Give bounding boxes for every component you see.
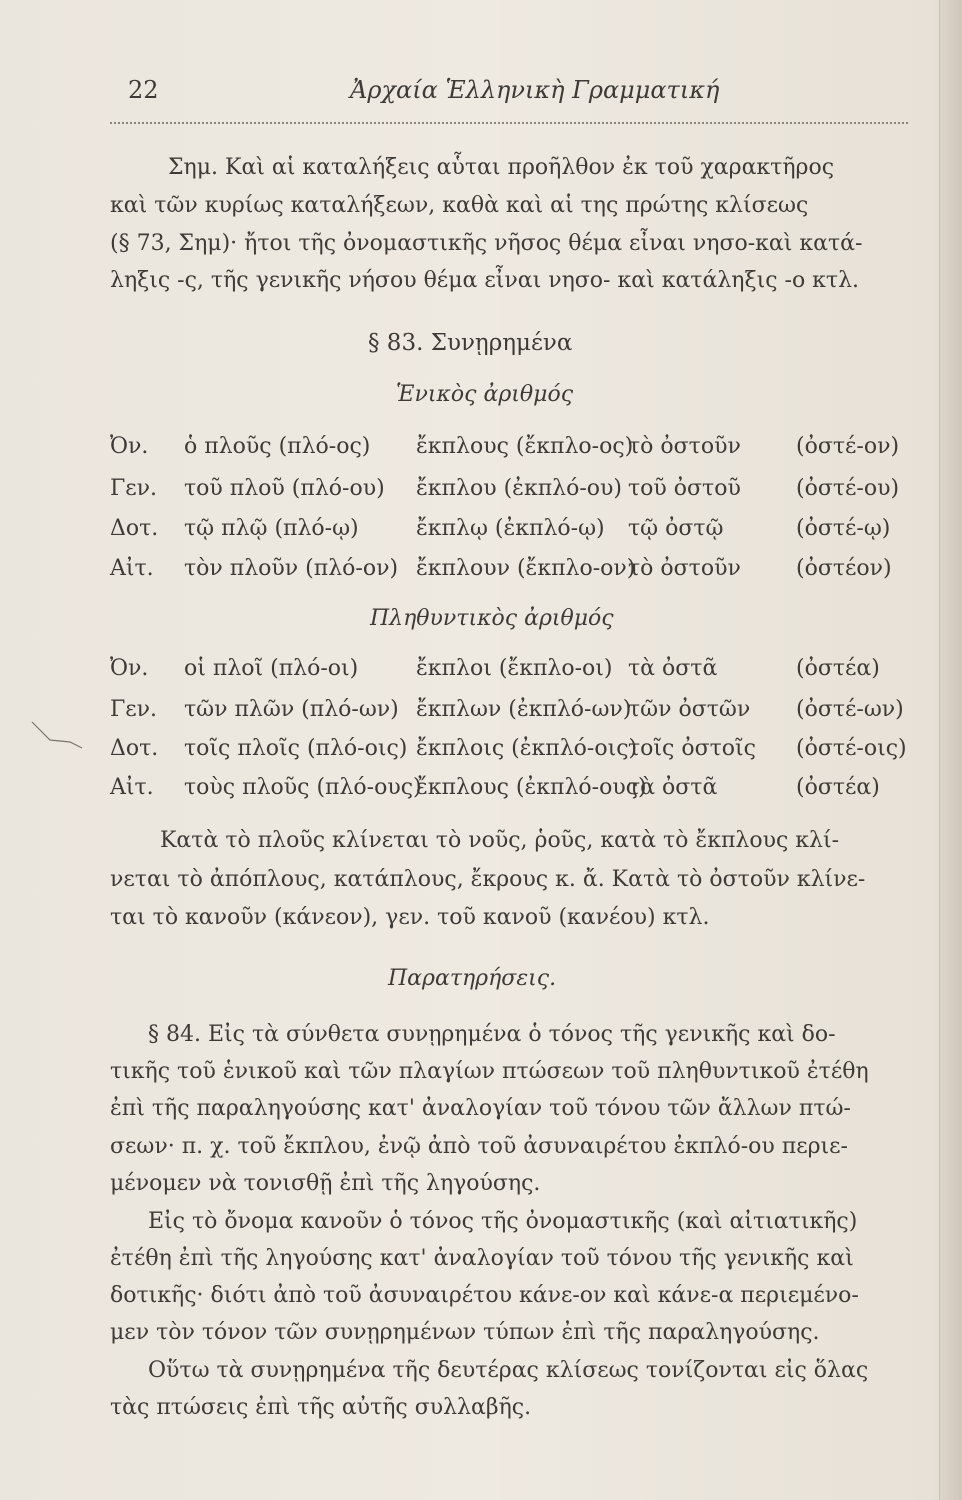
declension-cell: (ὀστέ-οις) [796, 736, 907, 761]
declension-cell: (ὀστέ-ων) [796, 697, 904, 722]
case-label: Ὀν. [110, 656, 149, 681]
paragraph-kanoun-line-3: δοτικῆς· διότι ἀπὸ τοῦ ἀσυναιρέτου κάνε-ον καὶ κάνε-α περιεμένο- [110, 1283, 859, 1308]
declension-cell: ἔκπλοις (ἐκπλό-οις) [416, 736, 638, 761]
declension-cell: τῶν ὀστῶν [628, 697, 751, 722]
declension-cell: οἱ πλοῖ (πλό-οι) [184, 656, 359, 681]
declension-cell: τῶν πλῶν (πλό-ων) [184, 697, 399, 722]
plural-heading: Πληθυντικὸς ἀριθμός [370, 606, 614, 631]
pencil-margin-mark [30, 718, 90, 758]
declension-cell: τῷ ὀστῷ [628, 516, 724, 541]
declension-cell: ἔκπλου (ἐκπλό-ου) [416, 476, 622, 501]
note-line-1: Σημ. Καὶ αἱ καταλήξεις αὗται προῆλθον ἐκ τοῦ χαρακτῆρος [168, 155, 835, 180]
page-header [128, 76, 908, 120]
declension-cell: (ὀστέ-ον) [796, 434, 900, 459]
declension-cell: (ὀστέα) [796, 775, 880, 800]
declension-cell: τὸ ὀστοῦν [628, 556, 741, 581]
declension-cell: (ὀστέ-ου) [796, 476, 900, 501]
note-line-3: (§ 73, Σημ)· ἤτοι τῆς ὀνομαστικῆς νῆσος θέμα εἶναι νησο-καὶ κατά- [110, 231, 863, 256]
case-label: Ὀν. [110, 434, 149, 459]
declension-cell: ἔκπλῳ (ἐκπλό-ῳ) [416, 516, 605, 541]
declension-cell: τῷ πλῷ (πλό-ῳ) [184, 516, 359, 541]
page-number: 22 [128, 76, 159, 104]
case-label: Αἰτ. [110, 556, 154, 581]
case-label: Γεν. [110, 476, 158, 501]
case-label: Αἰτ. [110, 775, 154, 800]
declension-cell: ἔκπλοι (ἔκπλο-οι) [416, 656, 613, 681]
paragraph-84-line-4: σεων· π. χ. τοῦ ἔκπλου, ἐνῷ ἀπὸ τοῦ ἀσυναιρέτου ἐκπλό-ου περιε- [110, 1134, 848, 1159]
observations-heading: Παρατηρήσεις. [388, 966, 557, 991]
paragraph-final-line-2: τὰς πτώσεις ἐπὶ τῆς αὐτῆς συλλαβῆς. [110, 1395, 532, 1420]
declension-cell: ἔκπλους (ἐκπλό-ους) [416, 775, 647, 800]
declension-cell: τὰ ὀστᾶ [628, 656, 718, 681]
paragraph-kanoun-line-4: μεν τὸν τόνον τῶν συνῃρημένων τύπων ἐπὶ τῆς παραληγούσης. [110, 1320, 820, 1345]
case-label: Γεν. [110, 697, 158, 722]
declension-cell: τοῖς ὀστοῖς [628, 736, 756, 761]
after-table-line-1: Κατὰ τὸ πλοῦς κλίνεται τὸ νοῦς, ῥοῦς, κατὰ τὸ ἔκπλους κλί- [160, 828, 840, 853]
note-line-4: ληξις -ς, τῆς γενικῆς νήσου θέμα εἶναι νησο- καὶ κατάληξις -ο κτλ. [110, 268, 860, 293]
declension-cell: τοὺς πλοῦς (πλό-ους) [184, 775, 422, 800]
declension-cell: ἔκπλουν (ἔκπλο-ον) [416, 556, 636, 581]
declension-cell: τὸν πλοῦν (πλό-ον) [184, 556, 399, 581]
running-title: Ἀρχαία Ἑλληνικὴ Γραμματική [350, 76, 720, 104]
after-table-line-3: ται τὸ κανοῦν (κάνεον), γεν. τοῦ κανοῦ (κανέου) κτλ. [110, 905, 710, 930]
declension-cell: (ὀστέα) [796, 656, 880, 681]
after-table-line-2: νεται τὸ ἀπόπλους, κατάπλους, ἔκρους κ. ἄ. Κατὰ τὸ ὀστοῦν κλίνε- [110, 867, 866, 892]
paragraph-84-line-1: § 84. Εἰς τὰ σύνθετα συνῃρημένα ὁ τόνος τῆς γενικῆς καὶ δο- [148, 1022, 836, 1047]
declension-cell: ὁ πλοῦς (πλό-ος) [184, 434, 371, 459]
declension-cell: (ὀστέ-ῳ) [796, 516, 891, 541]
paragraph-final-line-1: Οὕτω τὰ συνῃρημένα τῆς δευτέρας κλίσεως τονίζονται εἰς ὅλας [148, 1358, 869, 1383]
declension-cell: (ὀστέον) [796, 556, 892, 581]
page-spine-shadow [939, 0, 962, 1500]
paragraph-84-line-2: τικῆς τοῦ ἑνικοῦ καὶ τῶν πλαγίων πτώσεων τοῦ πληθυντικοῦ ἐτέθη [110, 1059, 869, 1084]
declension-cell: ἔκπλων (ἐκπλό-ων) [416, 697, 632, 722]
section-83-heading: § 83. Συνῃρημένα [368, 330, 573, 356]
case-label: Δοτ. [110, 516, 159, 541]
singular-heading: Ἑνικὸς ἀριθμός [396, 382, 574, 407]
declension-cell: ἔκπλους (ἔκπλο-ος) [416, 434, 634, 459]
declension-cell: τοῖς πλοῖς (πλό-οις) [184, 736, 408, 761]
paragraph-84-line-5: μένομεν νὰ τονισθῇ ἐπὶ τῆς ληγούσης. [110, 1171, 541, 1196]
header-rule [110, 122, 908, 124]
paragraph-kanoun-line-2: ἐτέθη ἐπὶ τῆς ληγούσης κατ' ἀναλογίαν τοῦ τόνου τῆς γενικῆς καὶ [110, 1246, 854, 1271]
declension-cell: τοῦ ὀστοῦ [628, 476, 741, 501]
declension-cell: τὰ ὀστᾶ [628, 775, 718, 800]
note-line-2: καὶ τῶν κυρίως καταλήξεων, καθὰ καὶ αἱ της πρώτης κλίσεως [110, 193, 809, 218]
declension-cell: τὸ ὀστοῦν [628, 434, 741, 459]
paragraph-84-line-3: ἐπὶ τῆς παραληγούσης κατ' ἀναλογίαν τοῦ τόνου τῶν ἄλλων πτώ- [110, 1096, 851, 1121]
declension-cell: τοῦ πλοῦ (πλό-ου) [184, 476, 385, 501]
case-label: Δοτ. [110, 736, 159, 761]
paragraph-kanoun-line-1: Εἰς τὸ ὄνομα κανοῦν ὁ τόνος τῆς ὀνομαστικῆς (καὶ αἰτιατικῆς) [148, 1209, 858, 1234]
